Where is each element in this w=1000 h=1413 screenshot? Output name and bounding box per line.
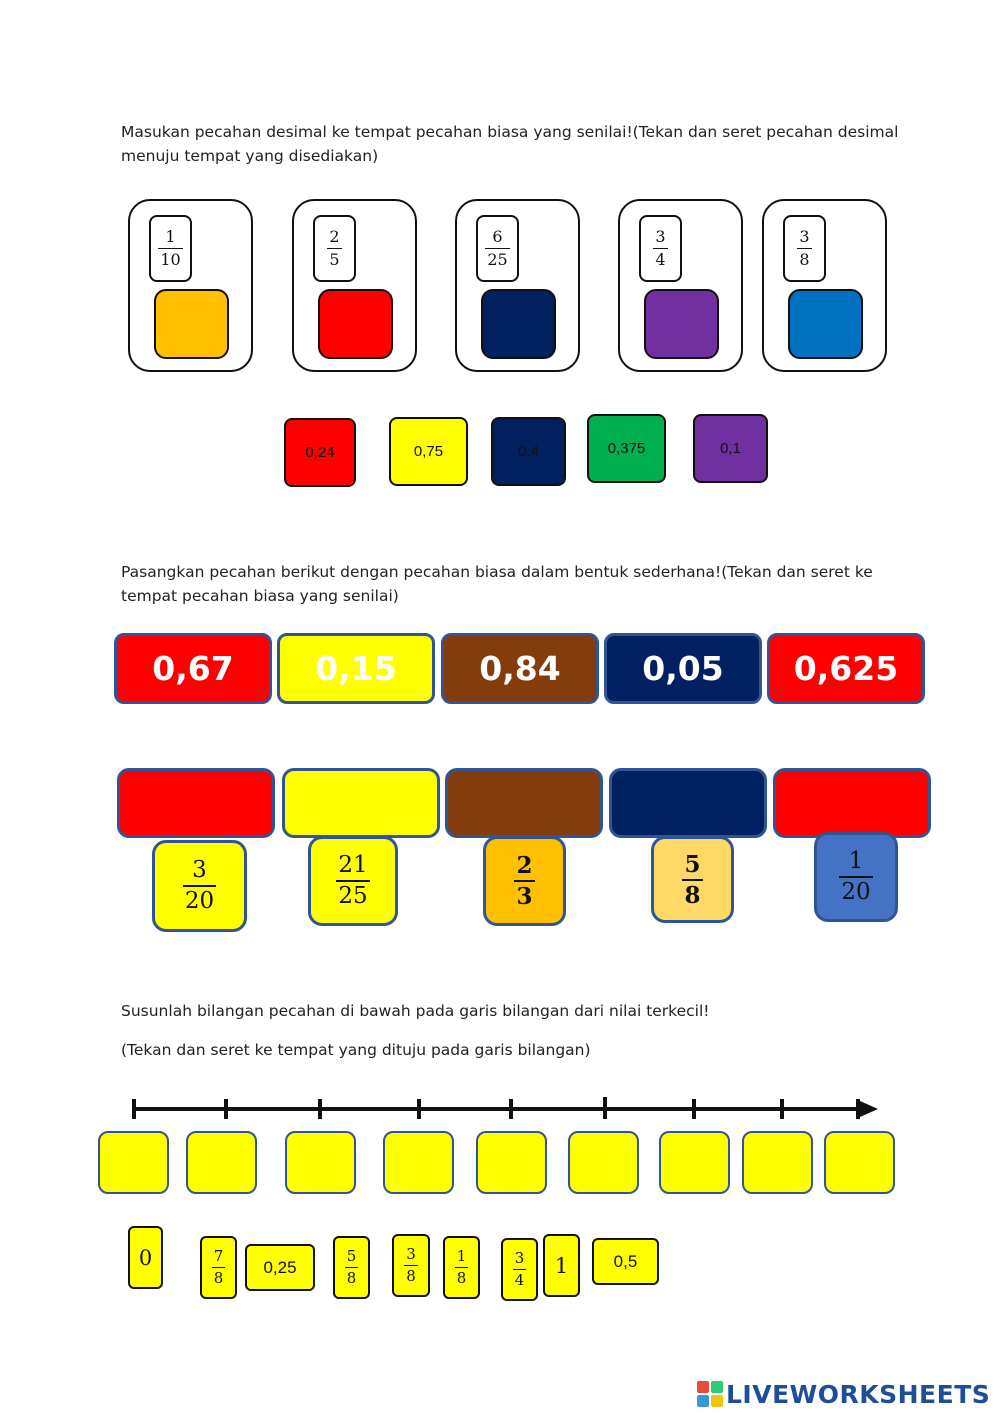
fraction bbox=[158, 229, 182, 268]
number-card[interactable]: 0,5 bbox=[592, 1238, 659, 1285]
decimal-tile[interactable]: 0,625 bbox=[767, 633, 925, 704]
fraction-denominator: 8 bbox=[406, 1267, 416, 1285]
decimal-tile[interactable]: 0,84 bbox=[441, 633, 599, 704]
fraction-numerator: 2 bbox=[516, 852, 533, 879]
fraction bbox=[513, 1251, 527, 1288]
fraction-label-box bbox=[149, 215, 192, 282]
fraction-denominator: 4 bbox=[655, 250, 666, 269]
liveworksheets-logo bbox=[697, 1378, 997, 1410]
fraction-denominator: 4 bbox=[514, 1271, 525, 1289]
drop-zone[interactable] bbox=[117, 768, 275, 838]
number-card[interactable] bbox=[200, 1236, 237, 1299]
fraction bbox=[404, 1247, 418, 1284]
fraction bbox=[212, 1249, 226, 1286]
fraction bbox=[455, 1249, 469, 1286]
drop-zone[interactable] bbox=[609, 768, 767, 838]
decimal-tile[interactable]: 0,05 bbox=[604, 633, 762, 704]
fraction-denominator: 8 bbox=[456, 1269, 467, 1287]
fraction-numerator: 21 bbox=[338, 852, 368, 878]
fraction bbox=[336, 854, 369, 908]
decimal-chip[interactable]: 0,375 bbox=[587, 414, 666, 483]
number-card[interactable] bbox=[333, 1236, 370, 1299]
fraction-label-box bbox=[783, 215, 826, 282]
drop-slot[interactable] bbox=[788, 289, 863, 359]
fraction-numerator: 5 bbox=[346, 1247, 357, 1265]
fraction-tile[interactable] bbox=[651, 836, 734, 923]
fraction-numerator: 3 bbox=[514, 1249, 525, 1267]
fraction-denominator: 10 bbox=[160, 250, 181, 269]
fraction-label-box bbox=[476, 215, 519, 282]
drop-slot[interactable] bbox=[318, 289, 393, 359]
fraction bbox=[839, 850, 872, 904]
instruction-3b: (Tekan dan seret ke tempat yang dituju pada garis bilangan) bbox=[121, 1041, 591, 1059]
fraction-numerator: 7 bbox=[213, 1247, 224, 1265]
fraction-numerator: 3 bbox=[406, 1245, 416, 1263]
fraction-denominator: 25 bbox=[487, 250, 508, 269]
instruction-1: Masukan pecahan desimal ke tempat pecahan biasa yang senilai!(Tekan dan seret pecahan desimal menuju tempat yang disediakan) bbox=[121, 123, 899, 165]
fraction-denominator: 8 bbox=[346, 1269, 357, 1287]
instruction-3: Susunlah bilangan pecahan di bawah pada garis bilangan dari nilai terkecil! bbox=[121, 1002, 710, 1020]
fraction-denominator: 20 bbox=[839, 876, 872, 904]
fraction-numerator: 3 bbox=[192, 857, 207, 883]
number-card[interactable]: 0 bbox=[128, 1226, 163, 1289]
drop-zone[interactable] bbox=[445, 768, 603, 838]
number-card[interactable] bbox=[392, 1234, 430, 1297]
decimal-chip[interactable]: 0,1 bbox=[693, 414, 768, 483]
fraction-numerator: 1 bbox=[165, 227, 176, 246]
fraction bbox=[682, 850, 702, 909]
fraction bbox=[485, 229, 509, 268]
number-line-slot[interactable] bbox=[383, 1131, 454, 1194]
instruction-2: Pasangkan pecahan berikut dengan pecahan biasa dalam bentuk sederhana!(Tekan dan seret ke tempat pecahan biasa yang senilai) bbox=[121, 563, 873, 605]
number-line bbox=[0, 1090, 1000, 1130]
fraction-numerator: 6 bbox=[492, 227, 503, 246]
fraction-tile[interactable] bbox=[483, 836, 566, 926]
fraction bbox=[797, 229, 811, 268]
decimal-chip[interactable]: 0,24 bbox=[284, 418, 356, 487]
number-card[interactable] bbox=[501, 1238, 538, 1301]
fraction bbox=[183, 859, 216, 913]
drop-zone[interactable] bbox=[773, 768, 931, 838]
fraction-tile[interactable] bbox=[152, 840, 247, 932]
number-line-slot[interactable] bbox=[186, 1131, 257, 1194]
number-line-slot[interactable] bbox=[659, 1131, 730, 1194]
fraction-denominator: 8 bbox=[682, 879, 702, 907]
fraction-label-box bbox=[313, 215, 356, 282]
fraction-denominator: 8 bbox=[799, 250, 810, 269]
fraction-tile[interactable] bbox=[308, 836, 398, 926]
decimal-chip[interactable]: 0,4 bbox=[491, 417, 566, 486]
fraction-denominator: 5 bbox=[329, 250, 340, 269]
number-card[interactable]: 0,25 bbox=[245, 1244, 315, 1291]
fraction-label-box bbox=[639, 215, 682, 282]
fraction-numerator: 5 bbox=[684, 850, 701, 878]
number-line-slot[interactable] bbox=[98, 1131, 169, 1194]
number-line-slot[interactable] bbox=[568, 1131, 639, 1194]
fraction-tile[interactable] bbox=[814, 832, 898, 922]
fraction-denominator: 8 bbox=[213, 1269, 224, 1287]
drop-slot[interactable] bbox=[154, 289, 229, 359]
decimal-tile[interactable]: 0,67 bbox=[114, 633, 272, 704]
number-line-slot[interactable] bbox=[285, 1131, 356, 1194]
number-card[interactable] bbox=[443, 1236, 480, 1299]
number-line-slot[interactable] bbox=[824, 1131, 895, 1194]
number-line-slot[interactable] bbox=[742, 1131, 813, 1194]
number-card[interactable]: 1 bbox=[543, 1234, 580, 1297]
drop-slot[interactable] bbox=[644, 289, 719, 359]
drop-slot[interactable] bbox=[481, 289, 556, 359]
fraction-denominator: 25 bbox=[336, 880, 369, 908]
drop-zone[interactable] bbox=[282, 768, 440, 838]
number-line-arrow bbox=[860, 1101, 878, 1117]
fraction bbox=[514, 854, 534, 908]
fraction-numerator: 1 bbox=[456, 1247, 467, 1265]
fraction-denominator: 3 bbox=[514, 880, 534, 908]
fraction bbox=[327, 229, 341, 268]
decimal-chip[interactable]: 0,75 bbox=[389, 417, 468, 486]
fraction-numerator: 3 bbox=[655, 227, 666, 246]
decimal-tile[interactable]: 0,15 bbox=[277, 633, 435, 704]
fraction-numerator: 1 bbox=[848, 848, 864, 874]
fraction-numerator: 2 bbox=[329, 227, 340, 246]
fraction-numerator: 3 bbox=[799, 227, 810, 246]
logo-text: LIVEWORKSHEETS bbox=[726, 1379, 991, 1409]
logo-icon bbox=[697, 1381, 723, 1407]
number-line-slot[interactable] bbox=[476, 1131, 547, 1194]
fraction bbox=[653, 229, 667, 268]
fraction-denominator: 20 bbox=[183, 885, 216, 913]
fraction bbox=[345, 1249, 359, 1286]
